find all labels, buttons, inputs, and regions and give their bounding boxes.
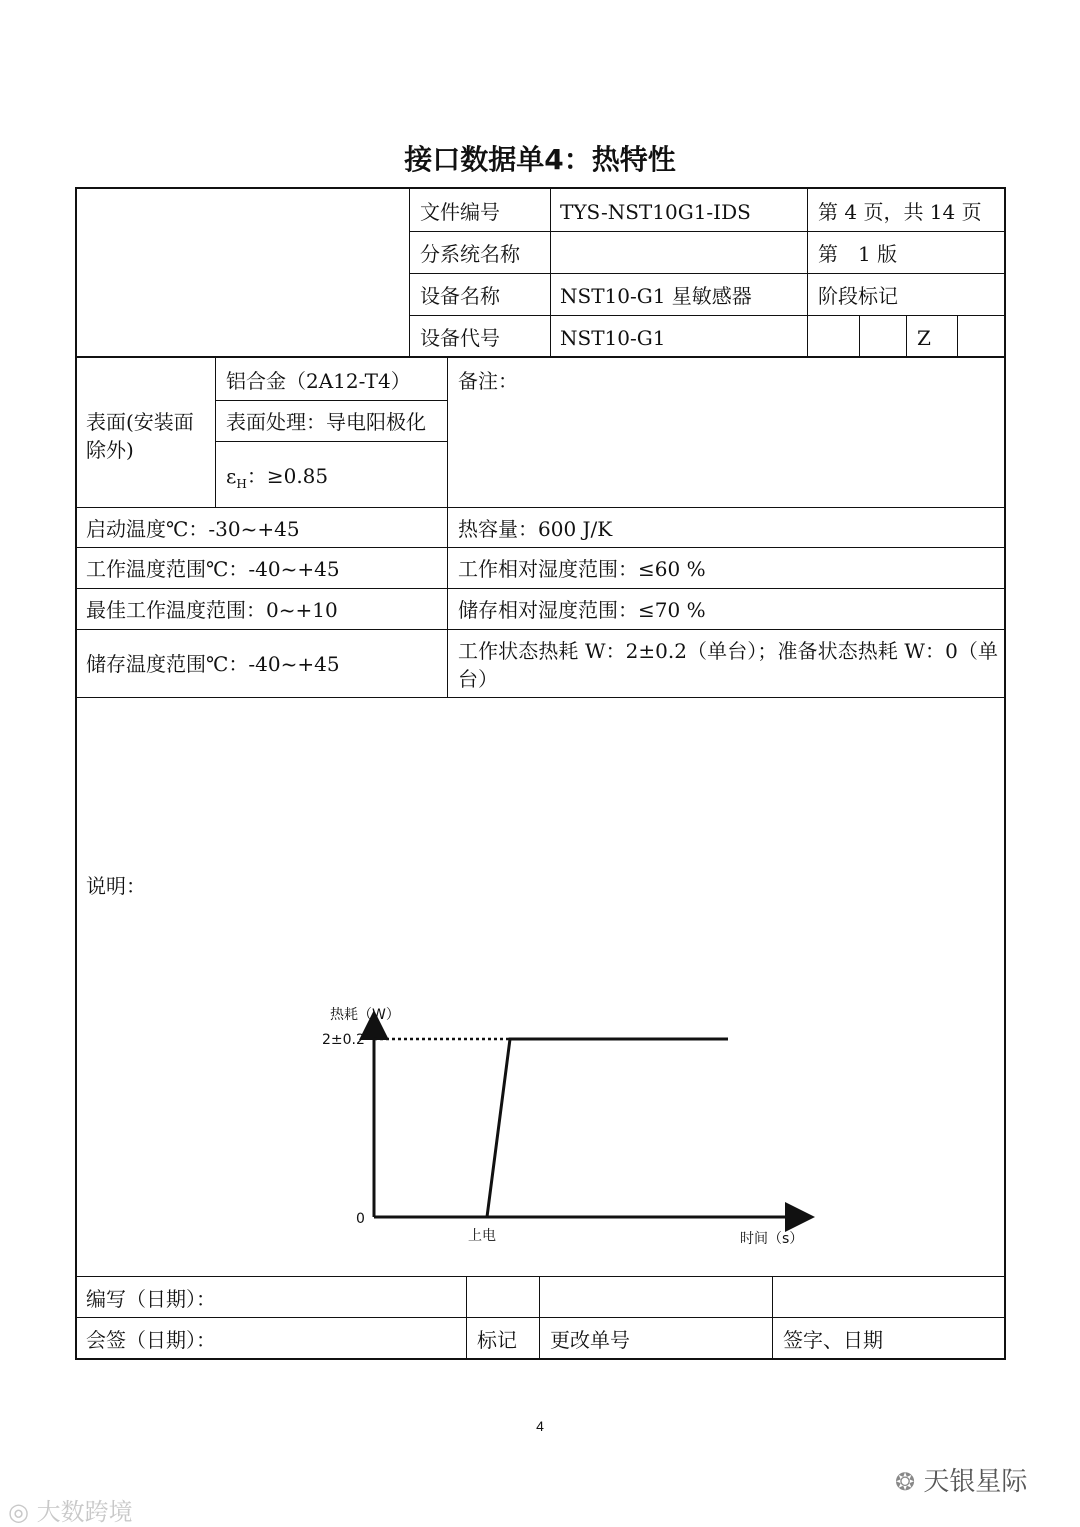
device-code-label: 设备代号	[420, 326, 500, 350]
startup-temp: 启动温度℃：-30~+45	[86, 517, 300, 541]
watermark-right-text: 天银星际	[923, 1467, 1028, 1497]
x-axis-label: 时间（s）	[740, 1231, 804, 1247]
author-label: 编写（日期）：	[86, 1287, 216, 1311]
stage-mark-value: Z	[917, 326, 931, 350]
power-dissipation: 工作状态热耗 W：2±0.2（单台）；准备状态热耗 W：0（单台）	[458, 639, 998, 691]
divider	[77, 507, 1006, 508]
emissivity-subscript: H	[236, 477, 247, 491]
sign-date-label: 签字、日期	[783, 1328, 883, 1352]
divider	[215, 357, 216, 507]
divider	[77, 547, 1006, 548]
watermark-right	[895, 1461, 1027, 1498]
countersign-label: 会签（日期）：	[86, 1328, 216, 1352]
file-no-value: TYS-NST10G1-IDS	[560, 200, 751, 224]
emissivity-value: ：≥0.85	[246, 464, 329, 488]
divider	[772, 1276, 773, 1360]
file-no-label: 文件编号	[420, 200, 500, 224]
work-temp: 工作温度范围℃：-40~+45	[86, 557, 340, 581]
work-humidity: 工作相对湿度范围：≤60 %	[458, 557, 706, 581]
divider	[447, 357, 448, 698]
y-tick-zero: 0	[356, 1211, 365, 1227]
mark-label: 标记	[477, 1328, 517, 1352]
device-name-label: 设备名称	[420, 284, 500, 308]
description-label: 说明：	[86, 874, 146, 898]
page-info: 第 4 页，共 14 页	[818, 200, 982, 224]
page-number: 4	[536, 1418, 544, 1434]
y-tick-top: 2±0.2	[322, 1032, 365, 1048]
x-tick-power-on: 上电	[468, 1228, 496, 1244]
storage-temp: 储存温度范围℃：-40~+45	[86, 652, 340, 676]
wechat-icon: ❂	[895, 1468, 916, 1496]
divider	[409, 273, 1006, 274]
device-code-value: NST10-G1	[560, 326, 666, 350]
divider	[77, 697, 1006, 698]
watermark-logo-icon: ◎	[8, 1498, 29, 1526]
divider	[409, 315, 1006, 316]
stage-mark-label: 阶段标记	[818, 284, 898, 308]
watermark-left-text: 大数跨境	[36, 1498, 133, 1526]
divider	[215, 400, 447, 401]
surface-emissivity	[226, 464, 328, 496]
divider	[77, 629, 1006, 630]
subsystem-label: 分系统名称	[420, 242, 520, 266]
divider	[466, 1276, 467, 1360]
watermark-left	[8, 1492, 133, 1527]
surface-treatment: 表面处理：导电阳极化	[226, 410, 426, 434]
divider	[77, 1276, 1006, 1277]
divider	[906, 315, 907, 357]
divider	[859, 315, 860, 357]
change-no-label: 更改单号	[550, 1328, 630, 1352]
emissivity-symbol: ε	[226, 464, 237, 488]
surface-label: 表面(安装面除外)	[86, 410, 194, 462]
page-title: 接口数据单4：热特性	[404, 143, 676, 176]
divider	[539, 1276, 540, 1360]
y-axis-label: 热耗（W）	[330, 1007, 400, 1023]
device-name-value: NST10-G1 星敏感器	[560, 284, 752, 308]
heat-capacity: 热容量：600 J/K	[458, 517, 613, 541]
series-line	[487, 1039, 728, 1217]
best-work-temp: 最佳工作温度范围：0~+10	[86, 598, 338, 622]
divider	[77, 588, 1006, 589]
divider	[77, 356, 1006, 358]
surface-material: 铝合金（2A12-T4）	[226, 369, 411, 393]
divider	[409, 231, 1006, 232]
divider	[215, 441, 447, 442]
divider	[77, 1317, 1006, 1318]
remarks-label: 备注：	[458, 369, 518, 393]
version-label: 第 1 版	[818, 242, 898, 266]
heat-dissipation-chart	[300, 995, 840, 1255]
divider	[957, 315, 958, 357]
storage-humidity: 储存相对湿度范围：≤70 %	[458, 598, 706, 622]
